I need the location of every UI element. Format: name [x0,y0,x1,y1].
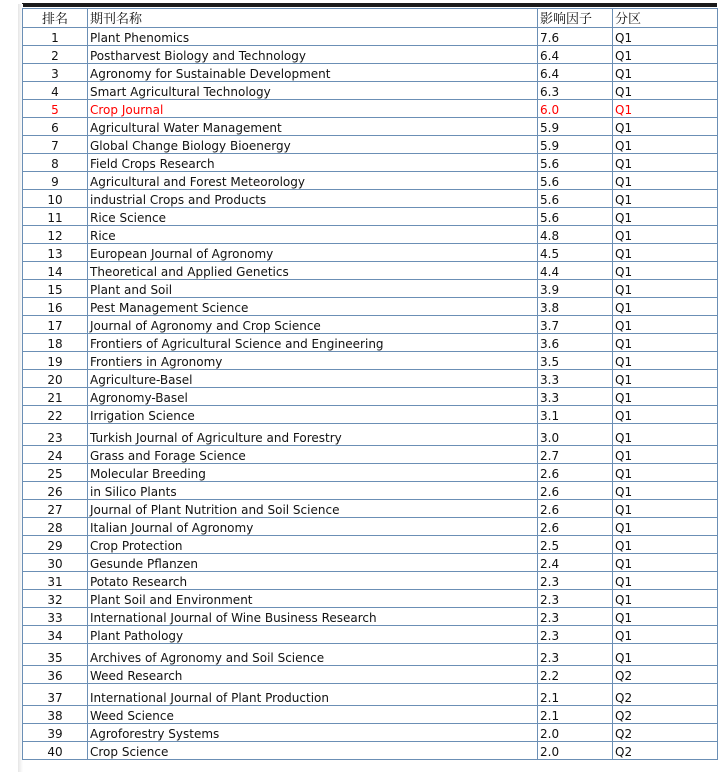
rank-cell[interactable]: 4 [23,82,88,100]
journal-name-cell[interactable]: Journal of Agronomy and Crop Science [88,316,538,334]
rank-cell[interactable]: 36 [23,666,88,684]
rank-cell[interactable]: 16 [23,298,88,316]
rank-cell[interactable]: 40 [23,742,88,760]
table-row [23,64,718,82]
quartile-cell[interactable]: Q1 [613,334,718,352]
rank-cell[interactable]: 21 [23,388,88,406]
impact-factor-cell[interactable]: 5.6 [538,154,613,172]
rank-cell[interactable]: 13 [23,244,88,262]
journal-name-cell[interactable]: Crop Protection [88,536,538,554]
impact-factor-cell[interactable]: 6.0 [538,100,613,118]
impact-factor-cell[interactable]: 2.3 [538,572,613,590]
rank-cell[interactable]: 7 [23,136,88,154]
impact-factor-cell[interactable]: 2.5 [538,536,613,554]
rank-cell[interactable]: 19 [23,352,88,370]
impact-factor-cell[interactable]: 3.6 [538,334,613,352]
header-row [23,9,718,28]
quartile-cell[interactable]: Q1 [613,518,718,536]
journal-name-cell[interactable]: Theoretical and Applied Genetics [88,262,538,280]
journal-name-cell[interactable]: Agricultural Water Management [88,118,538,136]
quartile-cell[interactable]: Q1 [613,446,718,464]
table-row [23,352,718,370]
rank-cell[interactable]: 32 [23,590,88,608]
rank-cell[interactable]: 15 [23,280,88,298]
rank-cell[interactable]: 37 [23,684,88,706]
impact-factor-cell[interactable]: 4.8 [538,226,613,244]
table-row [23,190,718,208]
quartile-cell[interactable]: Q1 [613,118,718,136]
table-row [23,28,718,46]
rank-cell[interactable]: 6 [23,118,88,136]
journal-name-cell[interactable]: European Journal of Agronomy [88,244,538,262]
table-row [23,82,718,100]
table-row [23,298,718,316]
quartile-cell[interactable]: Q1 [613,46,718,64]
journal-name-cell[interactable]: Agriculture-Basel [88,370,538,388]
journal-name-cell[interactable]: Journal of Plant Nutrition and Soil Science [88,500,538,518]
table-row [23,572,718,590]
journal-name-cell[interactable]: Frontiers in Agronomy [88,352,538,370]
rank-cell[interactable]: 20 [23,370,88,388]
rank-cell[interactable]: 23 [23,424,88,446]
rank-cell[interactable]: 38 [23,706,88,724]
quartile-cell[interactable]: Q1 [613,226,718,244]
rank-cell[interactable]: 12 [23,226,88,244]
header-impact-factor[interactable]: 影响因子 [538,9,613,28]
rank-cell[interactable]: 34 [23,626,88,644]
quartile-cell[interactable]: Q1 [613,370,718,388]
rank-cell[interactable]: 31 [23,572,88,590]
quartile-cell[interactable]: Q2 [613,724,718,742]
impact-factor-cell[interactable]: 3.9 [538,280,613,298]
impact-factor-cell[interactable]: 2.2 [538,666,613,684]
quartile-cell[interactable]: Q1 [613,424,718,446]
rank-cell[interactable]: 25 [23,464,88,482]
top-border [22,3,717,7]
quartile-cell[interactable]: Q2 [613,684,718,706]
rank-cell[interactable]: 1 [23,28,88,46]
table-row [23,554,718,572]
table-row [23,706,718,724]
impact-factor-cell[interactable]: 2.4 [538,554,613,572]
table-row [23,482,718,500]
table-row [23,666,718,684]
journal-name-cell[interactable]: Gesunde Pflanzen [88,554,538,572]
impact-factor-cell[interactable]: 3.0 [538,424,613,446]
impact-factor-cell[interactable]: 2.1 [538,706,613,724]
rank-cell[interactable]: 28 [23,518,88,536]
table-row [23,724,718,742]
quartile-cell[interactable]: Q1 [613,100,718,118]
quartile-cell[interactable]: Q1 [613,554,718,572]
impact-factor-cell[interactable]: 2.6 [538,464,613,482]
quartile-cell[interactable]: Q1 [613,244,718,262]
journal-name-cell[interactable]: Plant Soil and Environment [88,590,538,608]
impact-factor-cell[interactable]: 2.3 [538,644,613,666]
quartile-cell[interactable]: Q1 [613,190,718,208]
table-row [23,464,718,482]
journal-name-cell[interactable]: Agronomy-Basel [88,388,538,406]
rank-cell[interactable]: 18 [23,334,88,352]
table-row [23,742,718,760]
journal-name-cell[interactable]: Agricultural and Forest Meteorology [88,172,538,190]
quartile-cell[interactable]: Q2 [613,666,718,684]
rank-cell[interactable]: 35 [23,644,88,666]
impact-factor-cell[interactable]: 3.3 [538,388,613,406]
table-row [23,424,718,446]
table-row [23,280,718,298]
quartile-cell[interactable]: Q1 [613,262,718,280]
table-row [23,100,718,118]
quartile-cell[interactable]: Q1 [613,482,718,500]
journal-name-cell[interactable]: Field Crops Research [88,154,538,172]
quartile-cell[interactable]: Q2 [613,742,718,760]
quartile-cell[interactable]: Q1 [613,64,718,82]
journal-name-cell[interactable]: Postharvest Biology and Technology [88,46,538,64]
journal-name-cell[interactable]: Weed Science [88,706,538,724]
impact-factor-cell[interactable]: 3.7 [538,316,613,334]
quartile-cell[interactable]: Q1 [613,644,718,666]
journal-name-cell[interactable]: Plant and Soil [88,280,538,298]
rank-cell[interactable]: 14 [23,262,88,280]
quartile-cell[interactable]: Q1 [613,280,718,298]
impact-factor-cell[interactable]: 5.9 [538,136,613,154]
journal-name-cell[interactable]: Grass and Forage Science [88,446,538,464]
quartile-cell[interactable]: Q1 [613,464,718,482]
journal-name-cell[interactable]: Irrigation Science [88,406,538,424]
impact-factor-cell[interactable]: 6.4 [538,64,613,82]
impact-factor-cell[interactable]: 2.3 [538,626,613,644]
table-row [23,608,718,626]
quartile-cell[interactable]: Q1 [613,154,718,172]
rank-cell[interactable]: 10 [23,190,88,208]
journal-name-cell[interactable]: Agroforestry Systems [88,724,538,742]
rank-cell[interactable]: 29 [23,536,88,554]
table-row [23,334,718,352]
rank-cell[interactable]: 9 [23,172,88,190]
rank-cell[interactable]: 11 [23,208,88,226]
rank-cell[interactable]: 24 [23,446,88,464]
journal-name-cell[interactable]: Plant Pathology [88,626,538,644]
rank-cell[interactable]: 3 [23,64,88,82]
journal-name-cell[interactable]: International Journal of Plant Production [88,684,538,706]
rank-cell[interactable]: 8 [23,154,88,172]
impact-factor-cell[interactable]: 6.3 [538,82,613,100]
table-row [23,518,718,536]
table-row [23,684,718,706]
impact-factor-cell[interactable]: 5.9 [538,118,613,136]
quartile-cell[interactable]: Q1 [613,406,718,424]
journal-name-cell[interactable]: Global Change Biology Bioenergy [88,136,538,154]
quartile-cell[interactable]: Q1 [613,136,718,154]
table-row [23,46,718,64]
impact-factor-cell[interactable]: 2.6 [538,500,613,518]
table-row [23,226,718,244]
journal-name-cell[interactable]: Crop Science [88,742,538,760]
impact-factor-cell[interactable]: 4.4 [538,262,613,280]
table-row [23,172,718,190]
table-row [23,500,718,518]
table-row [23,208,718,226]
quartile-cell[interactable]: Q1 [613,316,718,334]
impact-factor-cell[interactable]: 5.6 [538,190,613,208]
table-row [23,626,718,644]
table-row [23,136,718,154]
header-quartile[interactable]: 分区 [613,9,718,28]
quartile-cell[interactable]: Q1 [613,172,718,190]
journal-name-cell[interactable]: Rice [88,226,538,244]
header-rank[interactable]: 排名 [23,9,88,28]
journal-name-cell[interactable]: Plant Phenomics [88,28,538,46]
impact-factor-cell[interactable]: 7.6 [538,28,613,46]
quartile-cell[interactable]: Q1 [613,500,718,518]
table-row [23,244,718,262]
impact-factor-cell[interactable]: 4.5 [538,244,613,262]
quartile-cell[interactable]: Q1 [613,590,718,608]
impact-factor-cell[interactable]: 5.6 [538,208,613,226]
impact-factor-cell[interactable]: 3.1 [538,406,613,424]
journal-name-cell[interactable]: Pest Management Science [88,298,538,316]
table-body [23,28,718,760]
quartile-cell[interactable]: Q1 [613,208,718,226]
table-row [23,370,718,388]
quartile-cell[interactable]: Q2 [613,706,718,724]
impact-factor-cell[interactable]: 2.6 [538,482,613,500]
journal-name-cell[interactable]: Frontiers of Agricultural Science and Engineering [88,334,538,352]
rank-cell[interactable]: 39 [23,724,88,742]
header-journal-name[interactable]: 期刊名称 [88,9,538,28]
quartile-cell[interactable]: Q1 [613,608,718,626]
quartile-cell[interactable]: Q1 [613,388,718,406]
rank-cell[interactable]: 27 [23,500,88,518]
journal-ranking-table [22,8,718,760]
quartile-cell[interactable]: Q1 [613,572,718,590]
table-row [23,262,718,280]
rank-cell[interactable]: 22 [23,406,88,424]
journal-name-cell[interactable]: Smart Agricultural Technology [88,82,538,100]
rank-cell[interactable]: 33 [23,608,88,626]
table-row [23,644,718,666]
table-row [23,388,718,406]
journal-name-cell[interactable]: Crop Journal [88,100,538,118]
journal-name-cell[interactable]: International Journal of Wine Business Research [88,608,538,626]
quartile-cell[interactable]: Q1 [613,352,718,370]
journal-name-cell[interactable]: Molecular Breeding [88,464,538,482]
table-row [23,316,718,334]
rank-cell[interactable]: 26 [23,482,88,500]
rank-cell[interactable]: 17 [23,316,88,334]
journal-name-cell[interactable]: Archives of Agronomy and Soil Science [88,644,538,666]
impact-factor-cell[interactable]: 5.6 [538,172,613,190]
journal-name-cell[interactable]: in Silico Plants [88,482,538,500]
quartile-cell[interactable]: Q1 [613,82,718,100]
impact-factor-cell[interactable]: 3.3 [538,370,613,388]
impact-factor-cell[interactable]: 2.1 [538,684,613,706]
journal-name-cell[interactable]: Weed Research [88,666,538,684]
table-row [23,590,718,608]
table-row [23,118,718,136]
journal-name-cell[interactable]: Turkish Journal of Agriculture and Forestry [88,424,538,446]
table-row [23,154,718,172]
journal-name-cell[interactable]: Italian Journal of Agronomy [88,518,538,536]
impact-factor-cell[interactable]: 3.8 [538,298,613,316]
table-row [23,406,718,424]
impact-factor-cell[interactable]: 2.3 [538,590,613,608]
rank-cell[interactable]: 30 [23,554,88,572]
quartile-cell[interactable]: Q1 [613,28,718,46]
quartile-cell[interactable]: Q1 [613,626,718,644]
impact-factor-cell[interactable]: 2.3 [538,608,613,626]
impact-factor-cell[interactable]: 2.6 [538,518,613,536]
table-row [23,536,718,554]
impact-factor-cell[interactable]: 6.4 [538,46,613,64]
impact-factor-cell[interactable]: 2.0 [538,742,613,760]
impact-factor-cell[interactable]: 2.7 [538,446,613,464]
journal-name-cell[interactable]: Potato Research [88,572,538,590]
journal-name-cell[interactable]: industrial Crops and Products [88,190,538,208]
quartile-cell[interactable]: Q1 [613,298,718,316]
impact-factor-cell[interactable]: 3.5 [538,352,613,370]
impact-factor-cell[interactable]: 2.0 [538,724,613,742]
journal-name-cell[interactable]: Agronomy for Sustainable Development [88,64,538,82]
rank-cell[interactable]: 5 [23,100,88,118]
journal-name-cell[interactable]: Rice Science [88,208,538,226]
table-row [23,446,718,464]
quartile-cell[interactable]: Q1 [613,536,718,554]
rank-cell[interactable]: 2 [23,46,88,64]
